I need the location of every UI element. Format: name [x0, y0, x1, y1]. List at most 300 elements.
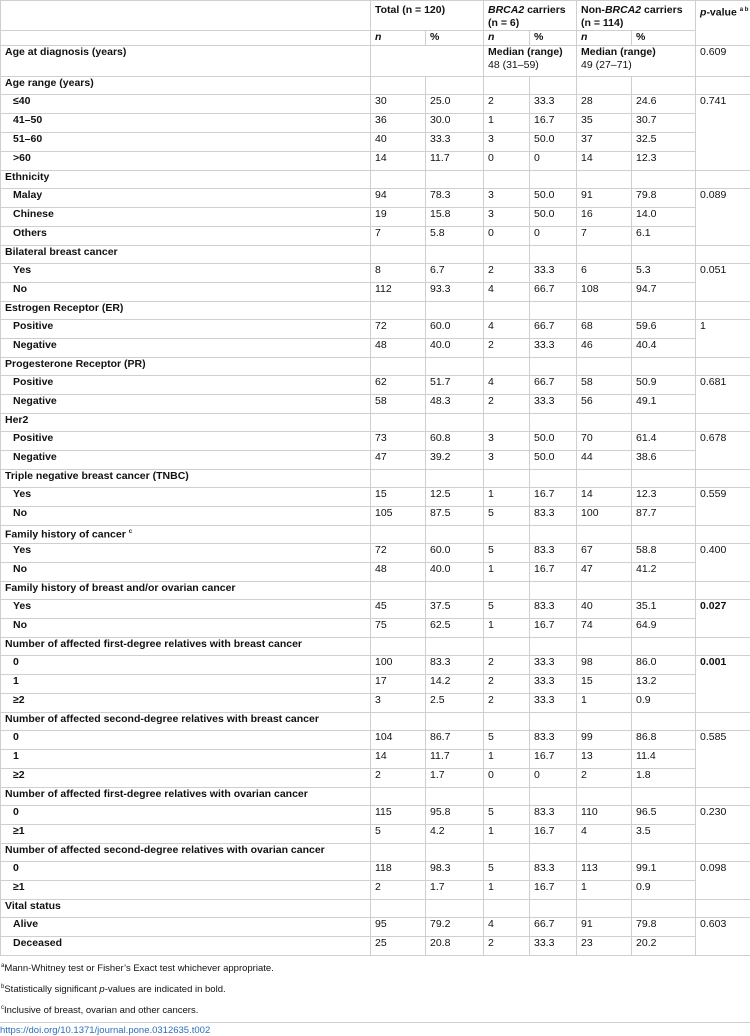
table-cell: 25: [371, 937, 426, 956]
table-cell: 66.7: [530, 376, 577, 395]
table-cell: 16: [577, 208, 632, 227]
header-blank: [1, 1, 371, 31]
table-cell: 14: [371, 750, 426, 769]
table-cell: 1: [577, 881, 632, 900]
table-cell: 79.8: [632, 189, 696, 208]
group-blank-cell: [484, 77, 530, 95]
table-cell: 1: [484, 825, 530, 844]
table-row: [1, 619, 750, 638]
group-blank-cell: [632, 638, 696, 656]
group-blank-cell: [426, 526, 484, 544]
table-cell: 5.8: [426, 227, 484, 246]
table-cell: 5.3: [632, 264, 696, 283]
table-cell: 73: [371, 432, 426, 451]
group-blank-cell: [632, 713, 696, 731]
table-cell: 5: [371, 825, 426, 844]
table-cell: 87.7: [632, 507, 696, 526]
row-label: Yes: [1, 264, 371, 283]
group-blank-cell: [484, 713, 530, 731]
group-blank-cell: [632, 844, 696, 862]
table-cell: 4: [484, 376, 530, 395]
table-cell: 16.7: [530, 563, 577, 582]
group-blank-cell: [696, 358, 750, 376]
group-blank-cell: [484, 414, 530, 432]
table-cell: 20.8: [426, 937, 484, 956]
group-blank-cell: [426, 414, 484, 432]
table-cell: 83.3: [530, 731, 577, 750]
group-blank-cell: [530, 582, 577, 600]
table-cell: 100: [371, 656, 426, 675]
table-cell: 30.7: [632, 114, 696, 133]
group-blank-cell: [371, 526, 426, 544]
group-blank-cell: [371, 582, 426, 600]
table-cell: 94.7: [632, 283, 696, 302]
table-row: [1, 881, 750, 900]
table-cell: 16.7: [530, 825, 577, 844]
group-blank-cell: [577, 302, 632, 320]
group-blank-cell: [577, 171, 632, 189]
group-blank-cell: [426, 844, 484, 862]
pvalue-cell: 0.230: [696, 806, 750, 844]
table-cell: 33.3: [426, 133, 484, 152]
table-cell: 2: [484, 95, 530, 114]
table-cell: 14.2: [426, 675, 484, 694]
table-cell: 5: [484, 507, 530, 526]
row-label: ≥1: [1, 825, 371, 844]
table-cell: 113: [577, 862, 632, 881]
table-cell: 30.0: [426, 114, 484, 133]
group-label: Family history of cancer $^c$: [1, 526, 371, 544]
table-cell: 14: [577, 152, 632, 171]
table-row: [1, 806, 750, 825]
group-blank-cell: [530, 900, 577, 918]
pvalue-cell: 1: [696, 320, 750, 358]
table-row: [1, 769, 750, 788]
group-blank-cell: [371, 900, 426, 918]
table-row: [1, 451, 750, 470]
table-cell: 16.7: [530, 750, 577, 769]
table-cell: 68: [577, 320, 632, 339]
table-cell: 40.0: [426, 339, 484, 358]
group-blank-cell: [577, 358, 632, 376]
row-label: 0: [1, 656, 371, 675]
group-label: Age range (years): [1, 77, 371, 95]
table-cell: 48: [371, 563, 426, 582]
table-cell: 83.3: [530, 544, 577, 563]
group-blank-cell: [632, 414, 696, 432]
row-label: No: [1, 507, 371, 526]
table-cell: 94: [371, 189, 426, 208]
table-cell: 86.8: [632, 731, 696, 750]
group-blank-cell: [371, 414, 426, 432]
doi-link[interactable]: https://doi.org/10.1371/journal.pone.0312635.t002: [0, 1022, 750, 1036]
footnote-a: $^a$Mann-Whitney test or Fisher’s Exact test whichever appropriate.: [1, 957, 750, 978]
table-cell: 83.3: [530, 862, 577, 881]
table-cell: 95.8: [426, 806, 484, 825]
table-cell: 5: [484, 600, 530, 619]
row-label: Negative: [1, 395, 371, 414]
age-total-blank: [371, 46, 484, 77]
group-blank-cell: [696, 302, 750, 320]
table-cell: 11.7: [426, 750, 484, 769]
table-cell: 60.8: [426, 432, 484, 451]
row-label: ≥1: [1, 881, 371, 900]
table-cell: 6.7: [426, 264, 484, 283]
table-cell: 33.3: [530, 656, 577, 675]
group-blank-cell: [632, 77, 696, 95]
table-cell: 2: [484, 264, 530, 283]
table-cell: 15: [577, 675, 632, 694]
table-row: [1, 544, 750, 563]
group-blank-cell: [632, 582, 696, 600]
table-cell: 91: [577, 918, 632, 937]
group-blank-cell: [530, 414, 577, 432]
pvalue-cell: 0.098: [696, 862, 750, 900]
row-label: 1: [1, 675, 371, 694]
group-blank-cell: [371, 358, 426, 376]
group-blank-cell: [632, 526, 696, 544]
table-cell: 112: [371, 283, 426, 302]
row-label: No: [1, 563, 371, 582]
table-cell: 50.0: [530, 451, 577, 470]
header-pvalue: p-value $^{a b}$: [696, 1, 750, 46]
table-cell: 1: [484, 619, 530, 638]
table-cell: 100: [577, 507, 632, 526]
table-cell: 50.0: [530, 208, 577, 227]
table-cell: 50.0: [530, 432, 577, 451]
table-cell: 60.0: [426, 544, 484, 563]
table-cell: 40.4: [632, 339, 696, 358]
group-footnote-marker: c: [129, 529, 132, 535]
group-label: Number of affected second-degree relatives with ovarian cancer: [1, 844, 371, 862]
table-cell: 7: [371, 227, 426, 246]
table-cell: 78.3: [426, 189, 484, 208]
table-cell: 98.3: [426, 862, 484, 881]
pvalue-cell: 0.741: [696, 95, 750, 171]
group-blank-cell: [577, 526, 632, 544]
pvalue-cell: 0.559: [696, 488, 750, 526]
table-cell: 108: [577, 283, 632, 302]
table-cell: 83.3: [530, 806, 577, 825]
group-label: Number of affected first-degree relatives with breast cancer: [1, 638, 371, 656]
group-blank-cell: [696, 171, 750, 189]
table-cell: 15: [371, 488, 426, 507]
table-cell: 79.2: [426, 918, 484, 937]
group-label: Ethnicity: [1, 171, 371, 189]
table-cell: 3: [484, 208, 530, 227]
row-label: No: [1, 619, 371, 638]
group-label: Progesterone Receptor (PR): [1, 358, 371, 376]
table-cell: 50.0: [530, 189, 577, 208]
table-cell: 8: [371, 264, 426, 283]
table-cell: 33.3: [530, 675, 577, 694]
table-cell: 74: [577, 619, 632, 638]
group-blank-cell: [696, 788, 750, 806]
table-cell: 86.7: [426, 731, 484, 750]
group-blank-cell: [426, 302, 484, 320]
table-row: [1, 320, 750, 339]
table-cell: 5: [484, 731, 530, 750]
table-row: [1, 488, 750, 507]
group-blank-cell: [371, 844, 426, 862]
table-cell: 16.7: [530, 881, 577, 900]
header-brca2: BRCA2 carriers (n = 6): [484, 1, 577, 31]
group-blank-cell: [632, 900, 696, 918]
group-blank-cell: [696, 414, 750, 432]
table-cell: 70: [577, 432, 632, 451]
row-label: ≤40: [1, 95, 371, 114]
table-row: [1, 432, 750, 451]
group-label: Vital status: [1, 900, 371, 918]
group-blank-cell: [632, 171, 696, 189]
table-cell: 2: [484, 339, 530, 358]
table-cell: 41.2: [632, 563, 696, 582]
group-blank-cell: [371, 713, 426, 731]
table-cell: 72: [371, 320, 426, 339]
group-blank-cell: [577, 246, 632, 264]
group-label: Her2: [1, 414, 371, 432]
table-cell: 25.0: [426, 95, 484, 114]
table-cell: 14.0: [632, 208, 696, 227]
row-label: 0: [1, 806, 371, 825]
group-blank-cell: [426, 788, 484, 806]
table-row: [1, 750, 750, 769]
row-label: ≥2: [1, 769, 371, 788]
group-blank-cell: [484, 358, 530, 376]
table-cell: 17: [371, 675, 426, 694]
group-blank-cell: [530, 844, 577, 862]
table-cell: 11.4: [632, 750, 696, 769]
table-cell: 28: [577, 95, 632, 114]
row-label: Yes: [1, 544, 371, 563]
group-blank-cell: [577, 414, 632, 432]
group-blank-cell: [577, 788, 632, 806]
pvalue-cell: 0.678: [696, 432, 750, 470]
table-cell: 93.3: [426, 283, 484, 302]
table-cell: 12.3: [632, 488, 696, 507]
table-cell: 0.9: [632, 881, 696, 900]
group-blank-cell: [577, 844, 632, 862]
table-cell: 2: [484, 656, 530, 675]
group-blank-cell: [371, 302, 426, 320]
group-blank-cell: [530, 638, 577, 656]
row-label: No: [1, 283, 371, 302]
table-row: [1, 825, 750, 844]
table-cell: 44: [577, 451, 632, 470]
group-blank-cell: [484, 582, 530, 600]
table-cell: 62: [371, 376, 426, 395]
table-cell: 50.9: [632, 376, 696, 395]
row-label: ≥2: [1, 694, 371, 713]
group-blank-cell: [632, 788, 696, 806]
table-cell: 1: [484, 114, 530, 133]
group-blank-cell: [577, 900, 632, 918]
group-blank-cell: [426, 246, 484, 264]
table-cell: 56: [577, 395, 632, 414]
table-cell: 15.8: [426, 208, 484, 227]
group-blank-cell: [484, 302, 530, 320]
group-blank-cell: [530, 358, 577, 376]
table-cell: 0: [484, 227, 530, 246]
group-blank-cell: [484, 470, 530, 488]
table-cell: 0: [484, 152, 530, 171]
header-blank-2: [1, 31, 371, 46]
table-cell: 83.3: [426, 656, 484, 675]
table-cell: 83.3: [530, 600, 577, 619]
group-label: Number of affected second-degree relatives with breast cancer: [1, 713, 371, 731]
group-blank-cell: [371, 77, 426, 95]
table-cell: 48.3: [426, 395, 484, 414]
group-label: Triple negative breast cancer (TNBC): [1, 470, 371, 488]
group-blank-cell: [426, 358, 484, 376]
table-cell: 62.5: [426, 619, 484, 638]
table-cell: 40: [371, 133, 426, 152]
table-cell: 3: [484, 451, 530, 470]
table-cell: 7: [577, 227, 632, 246]
table-cell: 1: [484, 750, 530, 769]
row-label: Positive: [1, 376, 371, 395]
table-cell: 4: [577, 825, 632, 844]
table-cell: 36: [371, 114, 426, 133]
table-cell: 58: [371, 395, 426, 414]
table-cell: 40: [577, 600, 632, 619]
table-row: [1, 114, 750, 133]
table-cell: 6: [577, 264, 632, 283]
group-blank-cell: [371, 246, 426, 264]
table-cell: 3.5: [632, 825, 696, 844]
table-cell: 95: [371, 918, 426, 937]
table-cell: 58.8: [632, 544, 696, 563]
table-cell: 24.6: [632, 95, 696, 114]
group-blank-cell: [426, 171, 484, 189]
table-row: [1, 937, 750, 956]
footnote-b: $^b$Statistically significant p-values are indicated in bold.: [1, 978, 750, 999]
table-cell: 3: [484, 189, 530, 208]
table-cell: 98: [577, 656, 632, 675]
group-blank-cell: [632, 302, 696, 320]
table-cell: 0: [530, 769, 577, 788]
group-blank-cell: [696, 582, 750, 600]
group-blank-cell: [577, 582, 632, 600]
table-cell: 33.3: [530, 339, 577, 358]
table-cell: 1: [577, 694, 632, 713]
group-blank-cell: [696, 470, 750, 488]
group-label: Estrogen Receptor (ER): [1, 302, 371, 320]
row-label: 1: [1, 750, 371, 769]
group-blank-cell: [696, 844, 750, 862]
group-blank-cell: [371, 788, 426, 806]
table-cell: 72: [371, 544, 426, 563]
group-blank-cell: [484, 844, 530, 862]
table-cell: 87.5: [426, 507, 484, 526]
table-cell: 12.5: [426, 488, 484, 507]
group-label: Number of affected first-degree relatives with ovarian cancer: [1, 788, 371, 806]
header-n: n: [371, 31, 426, 46]
group-blank-cell: [696, 713, 750, 731]
table-cell: 60.0: [426, 320, 484, 339]
table-cell: 118: [371, 862, 426, 881]
group-blank-cell: [484, 526, 530, 544]
table-cell: 2: [484, 395, 530, 414]
table-row: [1, 376, 750, 395]
group-blank-cell: [530, 470, 577, 488]
table-cell: 66.7: [530, 918, 577, 937]
table-cell: 35: [577, 114, 632, 133]
table-cell: 99.1: [632, 862, 696, 881]
row-label: >60: [1, 152, 371, 171]
group-blank-cell: [577, 470, 632, 488]
table-row: [1, 95, 750, 114]
table-cell: 46: [577, 339, 632, 358]
row-label: Positive: [1, 320, 371, 339]
table-row: [1, 862, 750, 881]
table-cell: 35.1: [632, 600, 696, 619]
table-cell: 3: [371, 694, 426, 713]
table-row: [1, 395, 750, 414]
row-label: Yes: [1, 600, 371, 619]
table-row: [1, 133, 750, 152]
age-label: Age at diagnosis (years): [1, 46, 371, 77]
pvalue-cell: 0.027: [696, 600, 750, 638]
group-label: Bilateral breast cancer: [1, 246, 371, 264]
table-cell: 2: [577, 769, 632, 788]
table-cell: 1: [484, 488, 530, 507]
row-label: 0: [1, 731, 371, 750]
table-cell: 50.0: [530, 133, 577, 152]
group-blank-cell: [530, 302, 577, 320]
group-blank-cell: [632, 246, 696, 264]
group-blank-cell: [696, 900, 750, 918]
table-cell: 14: [371, 152, 426, 171]
table-row: [1, 731, 750, 750]
group-blank-cell: [530, 526, 577, 544]
pvalue-cell: 0.051: [696, 264, 750, 302]
group-blank-cell: [577, 638, 632, 656]
table-cell: 19: [371, 208, 426, 227]
table-cell: 11.7: [426, 152, 484, 171]
group-blank-cell: [484, 638, 530, 656]
table-cell: 38.6: [632, 451, 696, 470]
row-label: 41–50: [1, 114, 371, 133]
group-blank-cell: [577, 713, 632, 731]
table-row: [1, 563, 750, 582]
table-cell: 30: [371, 95, 426, 114]
group-blank-cell: [484, 171, 530, 189]
header-n: n: [577, 31, 632, 46]
group-blank-cell: [530, 171, 577, 189]
table-cell: 67: [577, 544, 632, 563]
row-label: 0: [1, 862, 371, 881]
table-cell: 0: [484, 769, 530, 788]
table-cell: 4.2: [426, 825, 484, 844]
table-cell: 1: [484, 563, 530, 582]
pvalue-cell: 0.585: [696, 731, 750, 788]
table-cell: 5: [484, 544, 530, 563]
table-cell: 40.0: [426, 563, 484, 582]
group-blank-cell: [696, 526, 750, 544]
table-row: [1, 694, 750, 713]
table-cell: 110: [577, 806, 632, 825]
group-blank-cell: [371, 470, 426, 488]
group-blank-cell: [577, 77, 632, 95]
group-blank-cell: [426, 470, 484, 488]
group-blank-cell: [426, 900, 484, 918]
table-cell: 115: [371, 806, 426, 825]
table-cell: 32.5: [632, 133, 696, 152]
table-cell: 59.6: [632, 320, 696, 339]
row-label: Chinese: [1, 208, 371, 227]
header-pct: %: [426, 31, 484, 46]
